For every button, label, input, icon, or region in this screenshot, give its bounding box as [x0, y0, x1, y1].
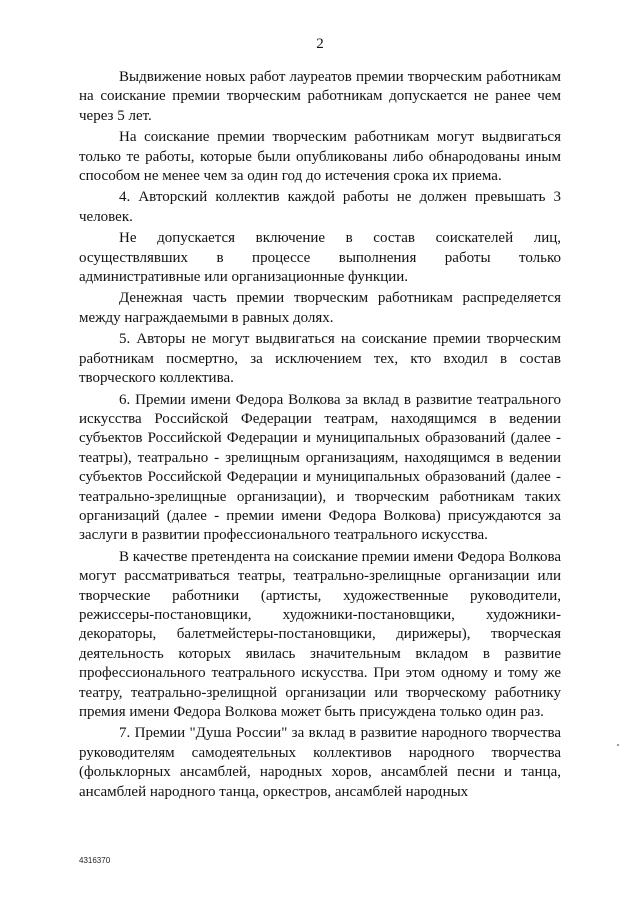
paragraph-author-team-limit: 4. Авторский коллектив каждой работы не должен превышать 3 человек.	[79, 189, 561, 225]
paragraph-soul-of-russia-prize: 7. Премии "Душа России" за вклад в развитие народного творчества руководителям самодеятельных коллективов народного творчества (фольклорных ансамблей, народных хоров, ансамблей песни и танца, ансамблей народного танца, оркестров, ансамблей народных	[79, 725, 561, 800]
paragraph-volkov-prize: 6. Премии имени Федора Волкова за вклад в развитие театрального искусства Российской Федерации театрам, находящимся в ведении субъектов Российской Федерации и муниципальных образований (далее - театры), театрально - зрелищным организациям, находящимся в ведении субъектов Российской Федерации и муниципальных образований (далее - театрально-зрелищные организации), и творческим работникам таких организаций (далее - премии имени Федора Волкова) присуждаются за заслуги в развитии профессионального театрального искусства.	[79, 391, 561, 544]
page-number: 2	[316, 36, 324, 52]
paragraph-prize-distribution: Денежная часть премии творческим работникам распределяется между награждаемыми в равных долях.	[79, 290, 561, 326]
paragraph-posthumous-rule: 5. Авторы не могут выдвигаться на соискание премии творческим работникам посмертно, за исключением тех, кто входил в состав творческого коллектива.	[79, 331, 561, 387]
margin-mark	[617, 744, 619, 746]
paragraph-publication-requirement: На соискание премии творческим работникам могут выдвигаться только те работы, которые были опубликованы либо обнародованы иным способом не менее чем за один год до истечения срока их приема.	[79, 129, 561, 185]
paragraph-volkov-candidates: В качестве претендента на соискание премии имени Федора Волкова могут рассматриваться театры, театрально-зрелищные организации или творческие работники (артисты, художественные руководители, режиссеры-постановщики, художники-постановщики, художники-декораторы, балетмейстеры-постановщики, дирижеры), творческая деятельность которых явилась значительным вкладом в развитие профессионального театрального искусства. При этом одному и тому же театру, театрально-зрелищной организации или творческому работнику премия имени Федора Волкова может быть присуждена только один раз.	[79, 548, 561, 720]
paragraph-renomination-interval: Выдвижение новых работ лауреатов премии творческим работникам на соискание премии творческим работникам допускается не ранее чем через 5 лет.	[79, 69, 561, 124]
document-body	[79, 68, 561, 804]
paragraph-admin-exclusion: Не допускается включение в состав соискателей лиц, осуществлявших в процессе выполнения работы только административные или организационные функции.	[79, 230, 561, 286]
document-code: 4316370	[79, 856, 111, 865]
